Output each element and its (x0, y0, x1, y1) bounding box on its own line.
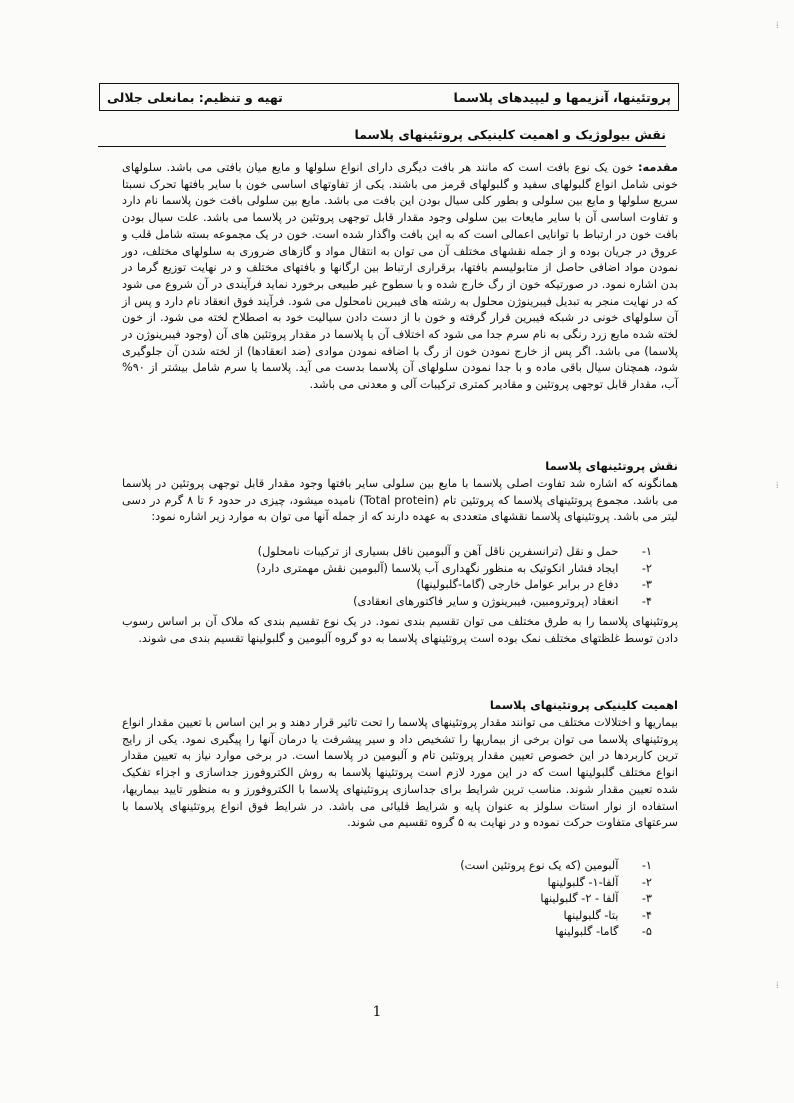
list-item-text: ایجاد فشار انکوتیک به منظور نگهداری آب پلاسما (آلبومین نقش مهمتری دارد) (256, 561, 619, 575)
list-item-number: ۲- (641, 875, 652, 889)
list-item-number: ۲- (641, 561, 652, 575)
list-item-text: آلفا-۱- گلبولینها (547, 875, 619, 889)
list-item-text: بتا- گلبولینها (563, 908, 619, 922)
list-item-text: آلبومین (که یک نوع پروتئین است) (460, 859, 619, 872)
header-author: تهیه و تنظیم: بمانعلی جلالی (107, 89, 283, 105)
title-underline (98, 146, 666, 147)
protein-groups-list (122, 858, 652, 941)
scan-edge-artifact: ⁞ (776, 21, 779, 31)
list-item (122, 561, 652, 578)
list-item-text: حمل و نقل (ترانسفرین ناقل آهن و آلبومین ناقل بسیاری از ترکیبات نامحلول) (257, 545, 619, 558)
roles-list (122, 544, 652, 610)
list-item (122, 908, 652, 925)
list-item-number: ۳- (641, 892, 652, 905)
list-item-number: ۴- (641, 908, 652, 922)
list-item-text: آلفا - ۲- گلبولینها (540, 892, 619, 905)
intro-text: خون یک نوع بافت است که مانند هر بافت دیگری دارای انواع سلولها و مایع میان بافتی می باشد. سلولهای خونی شامل انواع گلبولهای سفید و گلبولهای قرمز می باشند. یکی از تفاوتهای اساسی خون با سایر بافتها تحرک نسبتا سریع سلولها و مایع بین سلولی و بطور کلی سیال بودن این بافت می باشد. مایع بین سلولی بافت خون پلاسما نام دارد و تفاوت اساسی آن با سایر مایعات بین سلولی وجود مقدار قابل توجهی پروتئین در پلاسما می باشد. علت سیال بودن بافت خون در ارتباط با توانایی اعمالی است که به این بافت واگذار شده است. خون در یک مجموعه بسته شامل قلب و عروق در جریان بوده و از جمله نقشهای مختلف آن می توان به انتقال مواد و گازهای ضروری به سلولهای مختلف، دور نمودن مواد اضافی حاصل از متابولیسم بافتها، برقراری ارتباط بین ارگانها و بافتهای مختلف و در نهایت توزیع گرما در بدن اشاره نمود. در صورتیکه خون از رگ خارج شده و با سطوح غیر طبیعی برخورد نماید فرآیندی در آن شروع می شود که در نهایت منجر به تبدیل فیبرینوژن محلول به رشته های فیبرین نامحلول می شود. فرآیند فوق انعقاد نام دارد و پس از آن سلولهای خونی در شبکه فیبرین قرار گرفته و خون با از دست دادن سیالیت خود به اصطلاح لخته می شود. از خون لخته شده مایع زرد رنگی به نام سرم جدا می شود که اختلاف آن با پلاسما در مقدار پروتئین های آن (وجود فیبرینوژن در پلاسما) می باشد. اگر پس از خارج نمودن خون از رگ با اضافه نمودن موادی (ضد انعقادها) از لخته شدن آن جلوگیری شود، همچنان سیال باقی ماده و با جدا نمودن سلولهای آن پلاسما بدست می آید. پلاسما یا سرم شامل بیشتر از ۹۰% آب، مقدار قابل توجهی پروتئین و مقادیر کمتری ترکیبات آلی و معدنی می باشد. (122, 161, 678, 392)
list-item-number: ۴- (641, 594, 652, 608)
clinical-paragraph: بیماریها و اختلالات مختلف می توانند مقدار پروتئینهای پلاسما را تحت تاثیر قرار دهند و بر این اساس با تعیین مقدار انواع پروتئینهای پلاسما می توان برخی از بیماریها را تشخیص داد و سیر پیشرفت یا درمان آنها را پیگیری نمود. یکی از رایج ترین کاربردها در این خصوص تعیین مقدار پروتئین تام و آلبومین در پلاسما است. در برخی موارد نیاز به تعیین مقدار انواع مختلف گلبولینها است که در این مورد لازم است پروتئینها پلاسما به روش الکتروفورز جداسازی و اجزاء تفکیک شده تعیین مقدار شوند. مناسب ترین شرایط برای جداسازی پروتئینهای پلاسما با الکتروفورز و به منظور تایید بیماریها، استفاده از نوار استات سلولز به عنوان پایه و شرایط قلیائی می باشد. در شرایط فوق انواع پروتئینهای پلاسما با سرعتهای متفاوت حرکت نموده و در نهایت به ۵ گروه تقسیم می شوند. (122, 716, 678, 830)
list-item (122, 875, 652, 892)
list-item (122, 891, 652, 908)
list-item-text: گاما- گلبولینها (555, 925, 619, 938)
document-title: نقش بیولوژیک و اهمیت کلینیکی پروتئینهای پلاسما (354, 127, 666, 142)
section-heading-clinical: اهمیت کلینیکی پروتئینهای پلاسما (489, 698, 678, 712)
running-header (99, 83, 679, 111)
scan-edge-artifact: ⁞ (776, 981, 779, 991)
classification-paragraph: پروتئینهای پلاسما را به طرق مختلف می توان تقسیم بندی نمود. در یک نوع تقسیم بندی که ملاک آن بر اساس رسوب دادن توسط غلظتهای مختلف نمک بوده است پروتئینهای پلاسما به دو گروه آلبومین و گلبولینها تقسیم بندی می شوند. (122, 615, 678, 645)
list-item (122, 858, 652, 875)
list-item (122, 924, 652, 941)
page-number: 1 (372, 1004, 382, 1020)
list-item-number: ۳- (641, 578, 652, 591)
scan-edge-artifact: ⁞ (776, 481, 779, 491)
list-item-number: ۱- (641, 859, 652, 872)
list-item (122, 577, 652, 594)
intro-paragraph (122, 160, 678, 394)
list-item-number: ۱- (641, 545, 652, 558)
list-item (122, 594, 652, 611)
list-item-text: انعقاد (پروترومبین، فیبرینوژن و سایر فاکتورهای انعقادی) (353, 594, 619, 608)
intro-label: مقدمه: (637, 161, 678, 174)
header-course-title: پروتئینها، آنزیمها و لیپیدهای پلاسما (453, 89, 671, 105)
roles-paragraph: همانگونه که اشاره شد تفاوت اصلی پلاسما با مایع بین سلولی سایر بافتها وجود مقدار قابل توجهی پروتئین در پلاسما می باشد. مجموع پروتئینهای پلاسما که پروتئین تام (Total protein) نامیده میشود، چیزی در حدود ۶ تا ۸ گرم در دسی لیتر می باشد. پروتئینهای پلاسما نقشهای متعددی به عهده دارند که از جمله آنها می توان به موارد زیر اشاره نمود: (122, 477, 678, 524)
list-item (122, 544, 652, 561)
list-item-number: ۵- (641, 925, 652, 938)
section-heading-roles: نقش پروتئینهای پلاسما (545, 459, 678, 473)
list-item-text: دفاع در برابر عوامل خارجی (گاما-گلبولینها) (416, 578, 619, 591)
